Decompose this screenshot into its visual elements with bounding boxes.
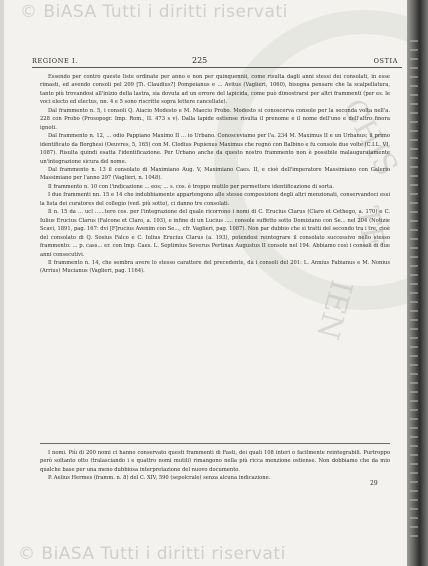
seal-lettering: TE — [349, 203, 391, 252]
header-region: REGIONE I. — [32, 57, 78, 65]
page-number: 225 — [192, 56, 208, 65]
document-page — [4, 0, 414, 566]
paragraph: Il frammento n. 10 con l'indicazione ... eos; ... s. cos. è troppo mutilo per permettere identificazione di sorta. — [48, 183, 334, 190]
section-divider — [40, 443, 390, 444]
seal-lettering: IEN — [309, 275, 359, 344]
paragraph: I due frammenti nn. 15 e 14 che indubbiamente appartengono alle stesse composizioni degli altri menzionati, conservandoci essi la lista dei curatores del collegio (ved. più sotto), ci danno tre consolati. — [40, 192, 390, 207]
copyright-watermark-bottom: © BiASA Tutti i diritti riservati — [18, 544, 286, 564]
paragraph: Dal frammento n. 13 il consolato di Maximiano Aug. V, Maximiano Caes. II, e cioè dell'imperatore Massimiano con Galerio Massimiano per l'anno 297 (Vaglieri, n. 1048). — [40, 166, 390, 182]
paragraph: Essendo per contro queste liste ordinate per anno e non per quinquennii, come risulta dagli anni stessi dei consolati, in esse rimasti, ed avendo consoli pel 209 [Ti. Claudius?] Pompeianus e ... Avitus (Vaglieri, 1060), bisogna pensare che la scalpellatura, tanto più trovandosi all'inizio della lastra, sia dovuta ad un errore del lapicida, come può dimostrarsi per altri frammenti (per es. le voci electo ed electus, nn. 4 e 5 sono riscritte sopra lettere cancellate). — [40, 74, 390, 106]
note-paragraph: I nomi. Più di 200 nomi ci hanno conservato questi frammenti di Fasti, dei quali 108 interi o facilmente reintegrabili. Purtroppo però soltanto otto (tralasciando i e quattro nomi mutili) rimangono nella più ricca menzione ostiense. Non dobbiamo che da mio qualche base per una meno dubbiosa interpretazione del nuovo documento. — [40, 450, 390, 473]
spine-texture — [410, 40, 418, 540]
paragraph: Dal frammento n. 12, ... odio Pappiano Maximo II ... io Urbano. Conosceviamo per l'a. 234 M. Maximus II e un Urbanus; il primo identificato da Borghesi (Oeuvres, 5, 165) con M. Clodius Pupienus Maximus che regnò con Balbino e fu console due volte (C.I.L. VI, 1087). Risulta quindi esatta l'identificazione. Per Urbano anche da questo nostro frammento non è possibile malauguratamente un'integrazione sicura del nome. — [40, 133, 390, 165]
note-paragraph: P. Aelius Hermes (framm. n. 8) del C. XIV, 590 (sepolcrale) senza alcuna indicazione. — [48, 475, 271, 482]
paragraph: Il frammento n. 14, che sembra avere lo stesso carattere del precedente, dà i consoli del 201: L. Annius Fabianus e M. Nonius (Arrius) Mucianus (Vaglieri, pag. 1164). — [40, 259, 390, 275]
copyright-watermark-top: © BiASA Tutti i diritti riservati — [20, 2, 288, 22]
body-text — [40, 73, 390, 276]
signature-number: 29 — [370, 480, 378, 487]
paragraph: Il n. 15 da ... ucl ......tero cos. per l'integrazione del quale ricorrono i nomi di C. Erucius Clarus (Claro et Cethego, a. 170) e C. Iulius Erucius Clarus (Falcone et Claro, a. 193), e infine di un Lucius ..... console suffetto sotto Domiziano con Se... nel 204 (Notizie Scavi, 1891, pag. 167: dvi [F]rucius Avenim con Se..., cfr. Vaglieri, pag. 1087). Non par dubbio che si tratti del secondo tra i tre, cioè del consolato di Q. Sosius Falco e C. Iulius Erucius Clarus (a. 193), potendosi reintegrare il consolato successivo nello stesso frammento: ... p. cass... er. con Imp. Caes. L. Septimius Severus Pertinax Augustus II console nel 194. Abbiamo così i consoli di due anni consecutivi. — [40, 209, 390, 258]
seal-lettering: CHIS — [335, 93, 405, 182]
notes-section — [40, 449, 390, 483]
header-place: OSTIA — [373, 57, 398, 65]
header-rule — [32, 67, 402, 68]
paragraph: Dal frammento n. 5, i consoli Q. Aiacio Modesto e M. Maecio Probo. Modesto si conoscerva console per la seconda volta nell'a. 228 con Probo (Prosopogr. Imp. Rom., II. 473 s v). Dalla lapide ostiense risulta il prenome e il nome dell'uno e dell'altro finora ignoti. — [40, 107, 390, 131]
